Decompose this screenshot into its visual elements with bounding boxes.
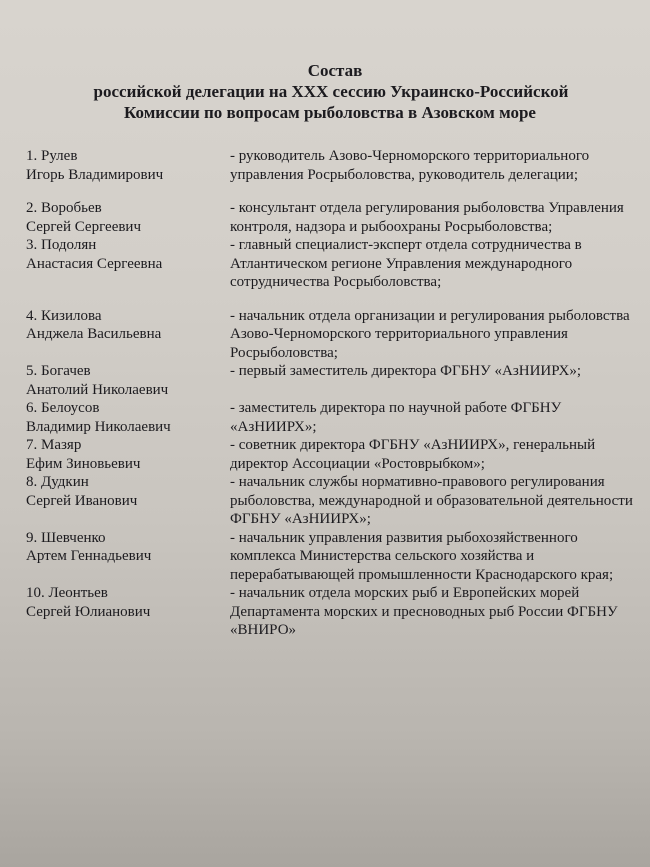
member-role: - начальник отдела организации и регулирования рыболовства Азово-Черноморского территориального управления Росрыболовства; [230, 307, 630, 361]
member-name: 6. Белоусов Владимир Николаевич [26, 400, 171, 435]
member-role: - начальник службы нормативно-правового регулирования рыболовства, международной и образовательной деятельности ФГБНУ «АзНИИРХ»; [230, 474, 633, 527]
title-line: Комиссии по вопросам рыболовства в Азовском море [124, 103, 536, 122]
member-role: - первый заместитель директора ФГБНУ «АзНИИРХ»; [230, 363, 582, 379]
member-name: 7. Мазяр Ефим Зиновьевич [26, 437, 141, 472]
list-item [26, 307, 646, 363]
member-role: - начальник отдела морских рыб и Европейских морей Департамента морских и пресноводных рыб России ФГБНУ «ВНИРО» [230, 585, 618, 638]
title-line: российской делегации на XXX сессию Украинско-Российской [93, 82, 569, 101]
member-name: 5. Богачев Анатолий Николаевич [26, 363, 169, 398]
member-role: - руководитель Азово-Черноморского территориального управления Росрыболовства, руководитель делегации; [230, 148, 590, 183]
list-item [26, 473, 646, 529]
title-line: Состав [307, 61, 363, 80]
member-role: - главный специалист-эксперт отдела сотрудничества в Атлантическом регионе Управления международного сотрудничества Росрыболовства; [230, 237, 582, 290]
list-item [26, 584, 646, 640]
member-role: - советник директора ФГБНУ «АзНИИРХ», генеральный директор Ассоциации «Ростоврыбком»; [230, 437, 596, 472]
delegation-list [26, 147, 646, 640]
document-title [0, 60, 650, 123]
list-item [26, 436, 646, 473]
member-name: 3. Подолян Анастасия Сергеевна [26, 237, 163, 272]
member-name: 4. Кизилова Анджела Васильевна [26, 307, 162, 342]
member-role: - консультант отдела регулирования рыболовства Управления контроля, надзора и рыбоохраны Росрыболовства; [230, 200, 624, 235]
member-name: 1. Рулев Игорь Владимирович [26, 148, 164, 183]
member-name: 8. Дудкин Сергей Иванович [26, 474, 138, 509]
list-item [26, 399, 646, 436]
list-item [26, 529, 646, 585]
member-name: 2. Воробьев Сергей Сергеевич [26, 200, 142, 235]
list-item [26, 236, 646, 292]
member-role: - начальник управления развития рыбохозяйственного комплекса Министерства сельского хозяйства и перерабатывающей промышленности Краснодарского края; [230, 529, 614, 583]
member-name: 10. Леонтьев Сергей Юлианович [26, 585, 151, 620]
list-item [26, 199, 646, 236]
list-item [26, 147, 646, 184]
member-name: 9. Шевченко Артем Геннадьевич [26, 529, 152, 564]
list-item [26, 362, 646, 399]
member-role: - заместитель директора по научной работе ФГБНУ «АзНИИРХ»; [230, 400, 562, 435]
